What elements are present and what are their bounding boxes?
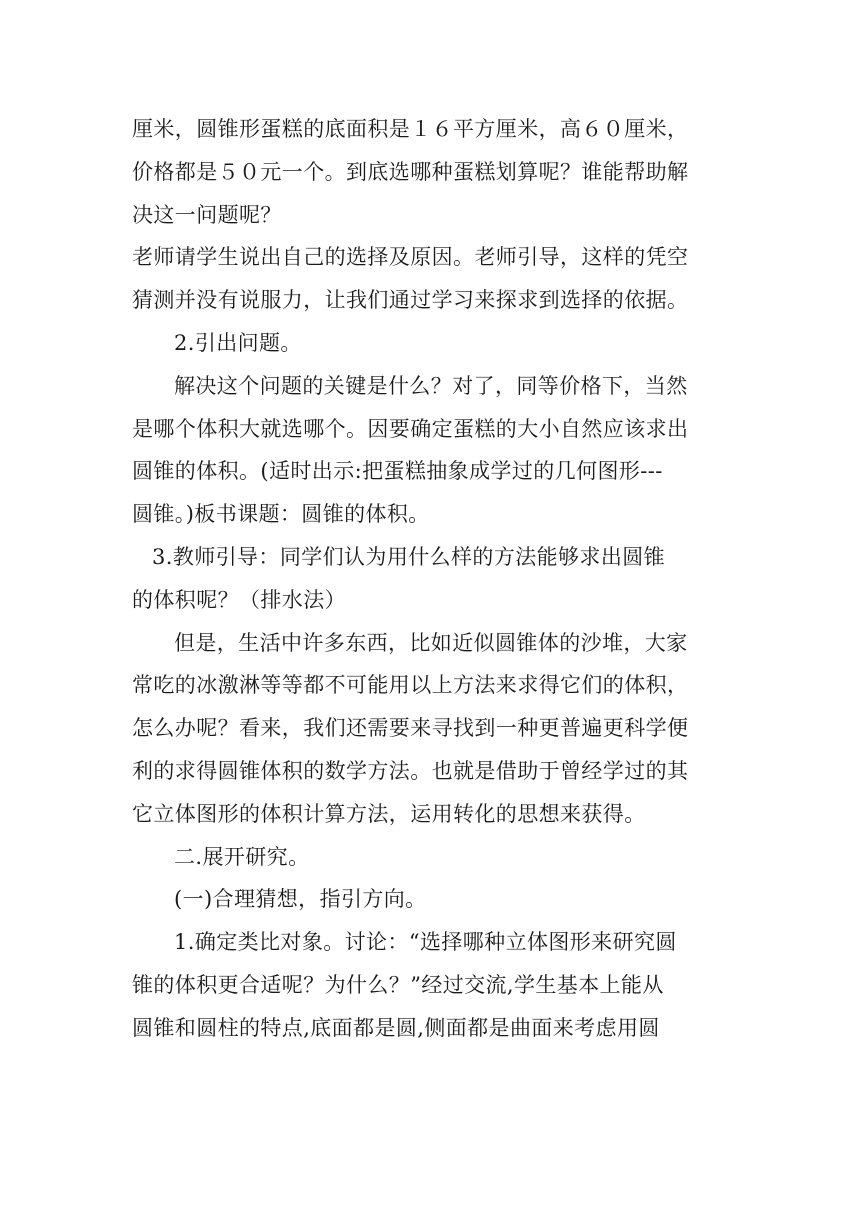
text-line: 老师请学生说出自己的选择及原因。老师引导，这样的凭空 (132, 245, 689, 270)
section-heading: 二.展开研究。 (174, 844, 310, 869)
text-line: 价格都是５０元一个。到底选哪种蛋糕划算呢？谁能帮助解 (132, 159, 689, 184)
text-line: 厘米，圆锥形蛋糕的底面积是１６平方厘米，高６０厘米， (132, 117, 689, 141)
subsection-heading: (一)合理猜想，指引方向。 (174, 887, 427, 912)
text-line: 圆锥的体积。(适时出示:把蛋糕抽象成学过的几何图形--- (132, 459, 663, 484)
text-line: 是哪个体积大就选哪个。因要确定蛋糕的大小自然应该求出 (132, 416, 689, 441)
text-line: 1.确定类比对象。讨论：“选择哪种立体图形来研究圆 (174, 930, 677, 955)
text-line: 圆锥。)板书课题：圆锥的体积。 (132, 502, 430, 527)
text-line: 决这一问题呢？ (132, 202, 282, 227)
text-line: 它立体图形的体积计算方法，运用转化的思想来获得。 (132, 801, 646, 826)
text-line: 猜测并没有说服力，让我们通过学习来探求到选择的依据。 (132, 288, 689, 313)
text-line: 的体积呢？（排水法） (132, 587, 346, 612)
text-line: 3.教师引导：同学们认为用什么样的方法能够求出圆锥 (152, 544, 666, 569)
text-line: 但是，生活中许多东西，比如近似圆锥体的沙堆，大家 (174, 630, 688, 655)
text-line: 利的求得圆锥体积的数学方法。也就是借助于曾经学过的其 (132, 758, 689, 783)
text-line: 圆锥和圆柱的特点,底面都是圆,侧面都是曲面来考虑用圆 (132, 1015, 660, 1040)
text-line: 解决这个问题的关键是什么？对了，同等价格下，当然 (174, 373, 688, 398)
document-body (132, 108, 732, 1050)
section-heading: 2.引出问题。 (174, 330, 302, 355)
text-line: 常吃的冰激淋等等都不可能用以上方法来求得它们的体积， (132, 673, 689, 698)
text-line: 锥的体积更合适呢？为什么？”经过交流,学生基本上能从 (132, 972, 664, 997)
text-line: 怎么办呢？看来，我们还需要来寻找到一种更普遍更科学便 (132, 716, 689, 741)
